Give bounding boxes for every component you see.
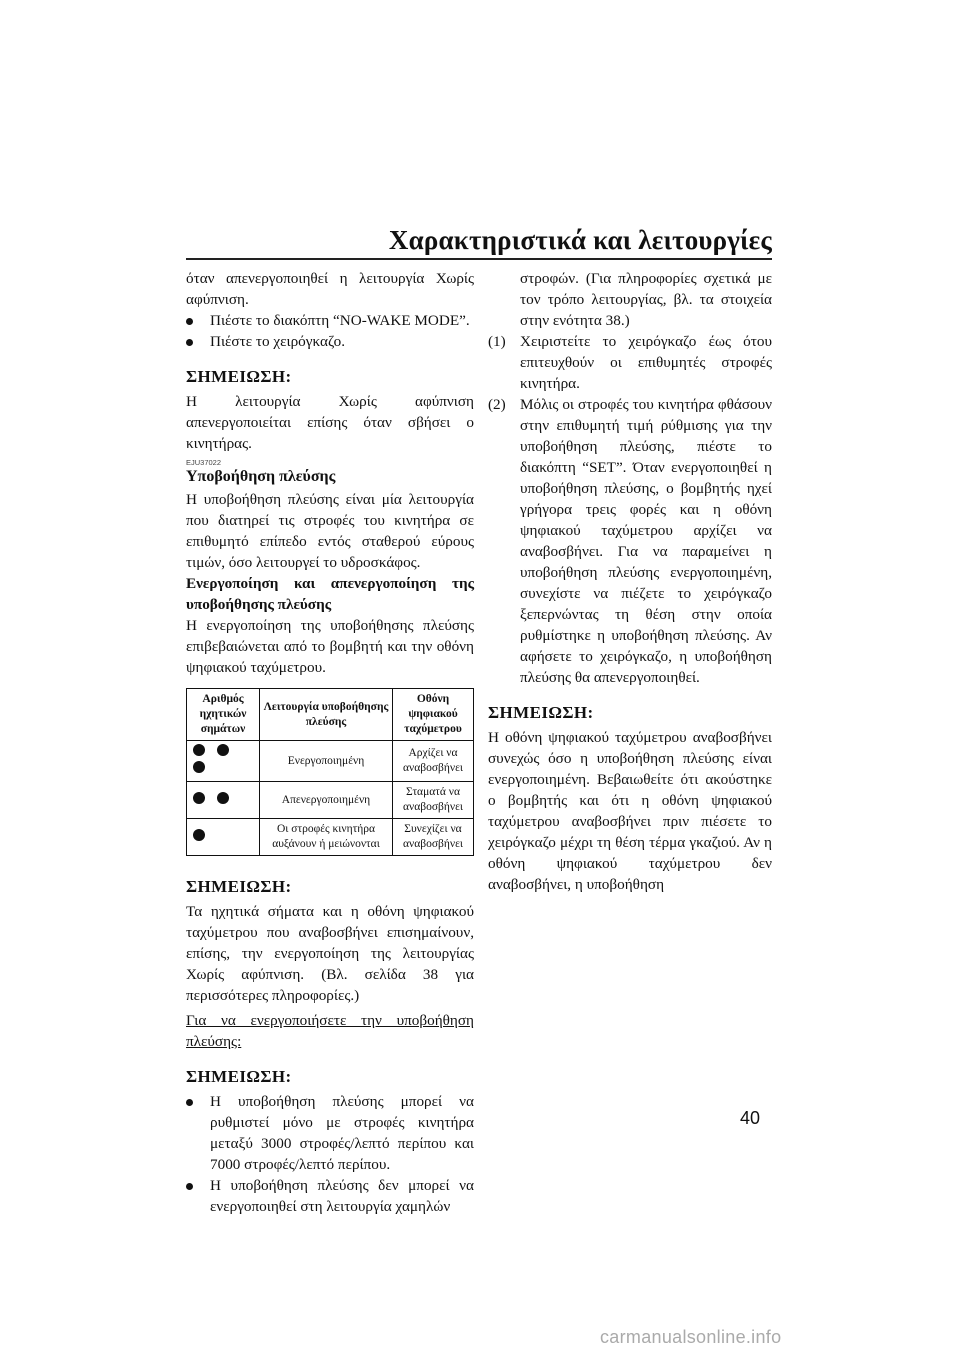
- display-cell: Σταματά να αναβοσβήνει: [393, 782, 474, 819]
- table-header: Λειτουργία υποβοήθησης πλεύσης: [260, 689, 393, 741]
- beep-table: [186, 688, 474, 856]
- beep-count-cell: [187, 741, 260, 782]
- beep-dot-icon: [193, 744, 205, 756]
- note-heading: ΣΗΜΕΙΩΣΗ:: [488, 703, 594, 722]
- note-heading: ΣΗΜΕΙΩΣΗ:: [186, 877, 292, 896]
- bullet-item: Πιέστε το χειρόγκαζο.: [186, 331, 474, 352]
- bullet-item: Πιέστε το διακόπτη “NO-WAKE MODE”.: [186, 310, 474, 331]
- page-header: [186, 224, 772, 260]
- left-column: [186, 268, 474, 1217]
- footer-watermark: carmanualsonline.info: [600, 1327, 782, 1347]
- beep-dot-icon: [217, 792, 229, 804]
- instruction-heading: Για να ενεργοποιήσετε την υποβοήθηση πλεύσης:: [186, 1012, 474, 1050]
- table-row: [187, 819, 474, 856]
- note-heading: ΣΗΜΕΙΩΣΗ:: [186, 1067, 292, 1086]
- table-header: Οθόνη ψηφιακού ταχύμετρου: [393, 689, 474, 741]
- bullet-icon: [186, 1099, 193, 1106]
- mode-cell: Ενεργοποιημένη: [260, 741, 393, 782]
- continued-text: στροφών. (Για πληροφορίες σχετικά με τον τρόπο λειτουργίας, βλ. τα στοιχεία στην ενότητα 38.): [520, 270, 772, 329]
- bullet-icon: [186, 339, 193, 346]
- note-text: Η οθόνη ψηφιακού ταχύμετρου αναβοσβήνει συνεχώς όσο η υποβοήθηση πλεύσης είναι ενεργοποιημένη. Βεβαιωθείτε ότι ακούστηκε ο βομβητής και ότι η οθόνη ψηφιακού ταχύμετρου αναβοσβήνει πριν πιέσετε το χειρόγκαζο μέχρι τη θέση τέρμα γκαζιού. Αν η οθόνη ψηφιακού ταχύμετρου δεν αναβοσβήνει, η υποβοήθηση: [488, 729, 772, 893]
- display-cell: Συνεχίζει να αναβοσβήνει: [393, 819, 474, 856]
- page-title: Χαρακτηριστικά και λειτουργίες: [388, 225, 772, 255]
- section-text: Η υποβοήθηση πλεύσης είναι μία λειτουργία που διατηρεί τις στροφές του κινητήρα σε επιθυμητό επίπεδο εντός σταθερού εύρους τιμών, όσο λειτουργεί το υδροσκάφος.: [186, 491, 474, 571]
- table-header: Αριθμός ηχητικών σημάτων: [187, 689, 260, 741]
- mode-cell: Οι στροφές κινητήρα αυξάνουν ή μειώνονται: [260, 819, 393, 856]
- step-item: (1) Χειριστείτε το χειρόγκαζο έως ότου επιτευχθούν οι επιθυμητές στροφές κινητήρα.: [488, 333, 772, 392]
- section-title: Υποβοήθηση πλεύσης: [186, 468, 336, 485]
- note-text: Τα ηχητικά σήματα και η οθόνη ψηφιακού ταχύμετρου που αναβοσβήνει επισημαίνουν, επίσης, την ενεργοποίηση της λειτουργίας Χωρίς αφύπνιση. (Βλ. σελίδα 38 για περισσότερες πληροφορίες.): [186, 903, 474, 1004]
- table-row: [187, 782, 474, 819]
- beep-count-cell: [187, 782, 260, 819]
- table-row: [187, 741, 474, 782]
- subsection-text: Η ενεργοποίηση της υποβοήθησης πλεύσης επιβεβαιώνεται από το βομβητή και την οθόνη ψηφιακού ταχύμετρου.: [186, 617, 474, 676]
- bullet-icon: [186, 1183, 193, 1190]
- beep-dot-icon: [193, 761, 205, 773]
- display-cell: Αρχίζει να αναβοσβήνει: [393, 741, 474, 782]
- intro-text: όταν απενεργοποιηθεί η λειτουργία Χωρίς αφύπνιση.: [186, 270, 474, 308]
- note-text: Η λειτουργία Χωρίς αφύπνιση απενεργοποιείται επίσης όταν σβήσει ο κινητήρας.: [186, 393, 474, 452]
- step-item: (2) Μόλις οι στροφές του κινητήρα φθάσουν στην επιθυμητή τιμή ρύθμισης για την υποβοήθηση πλεύσης, πιέστε το διακόπτη “SET”. Όταν ενεργοποιηθεί η υποβοήθηση πλεύσης, ο βομβητής ηχεί γρήγορα τρεις φορές και η οθόνη ψηφιακού ταχύμετρου αρχίζει να αναβοσβήνει. Για να παραμείνει η υποβοήθηση πλεύσης ενεργοποιημένη, συνεχίστε να πιέζετε το χειρόγκαζο ξεπερνώντας τη θέση στην οποία ρυθμίστηκε η υποβοήθηση πλεύσης. Αν αφήσετε το χειρόγκαζο, η υποβοήθηση πλεύσης θα απενεργοποιηθεί.: [488, 396, 772, 686]
- bullet-item: Η υποβοήθηση πλεύσης δεν μπορεί να ενεργοποιηθεί στη λειτουργία χαμηλών: [186, 1175, 474, 1217]
- note-heading: ΣΗΜΕΙΩΣΗ:: [186, 367, 292, 386]
- bullet-icon: [186, 318, 193, 325]
- beep-dot-icon: [217, 744, 229, 756]
- bullet-item: Η υποβοήθηση πλεύσης μπορεί να ρυθμιστεί μόνο με στροφές κινητήρα μεταξύ 3000 στροφές/λεπτό περίπου και 7000 στροφές/λεπτό περίπου.: [186, 1091, 474, 1175]
- beep-dot-icon: [193, 829, 205, 841]
- right-column: [488, 268, 772, 895]
- subsection-title: Ενεργοποίηση και απενεργοποίηση της υποβοήθησης πλεύσης: [186, 575, 474, 613]
- mode-cell: Απενεργοποιημένη: [260, 782, 393, 819]
- page-number: 40: [740, 1108, 761, 1128]
- beep-count-cell: [187, 819, 260, 856]
- beep-dot-icon: [193, 792, 205, 804]
- section-code: EJU37022: [186, 458, 222, 467]
